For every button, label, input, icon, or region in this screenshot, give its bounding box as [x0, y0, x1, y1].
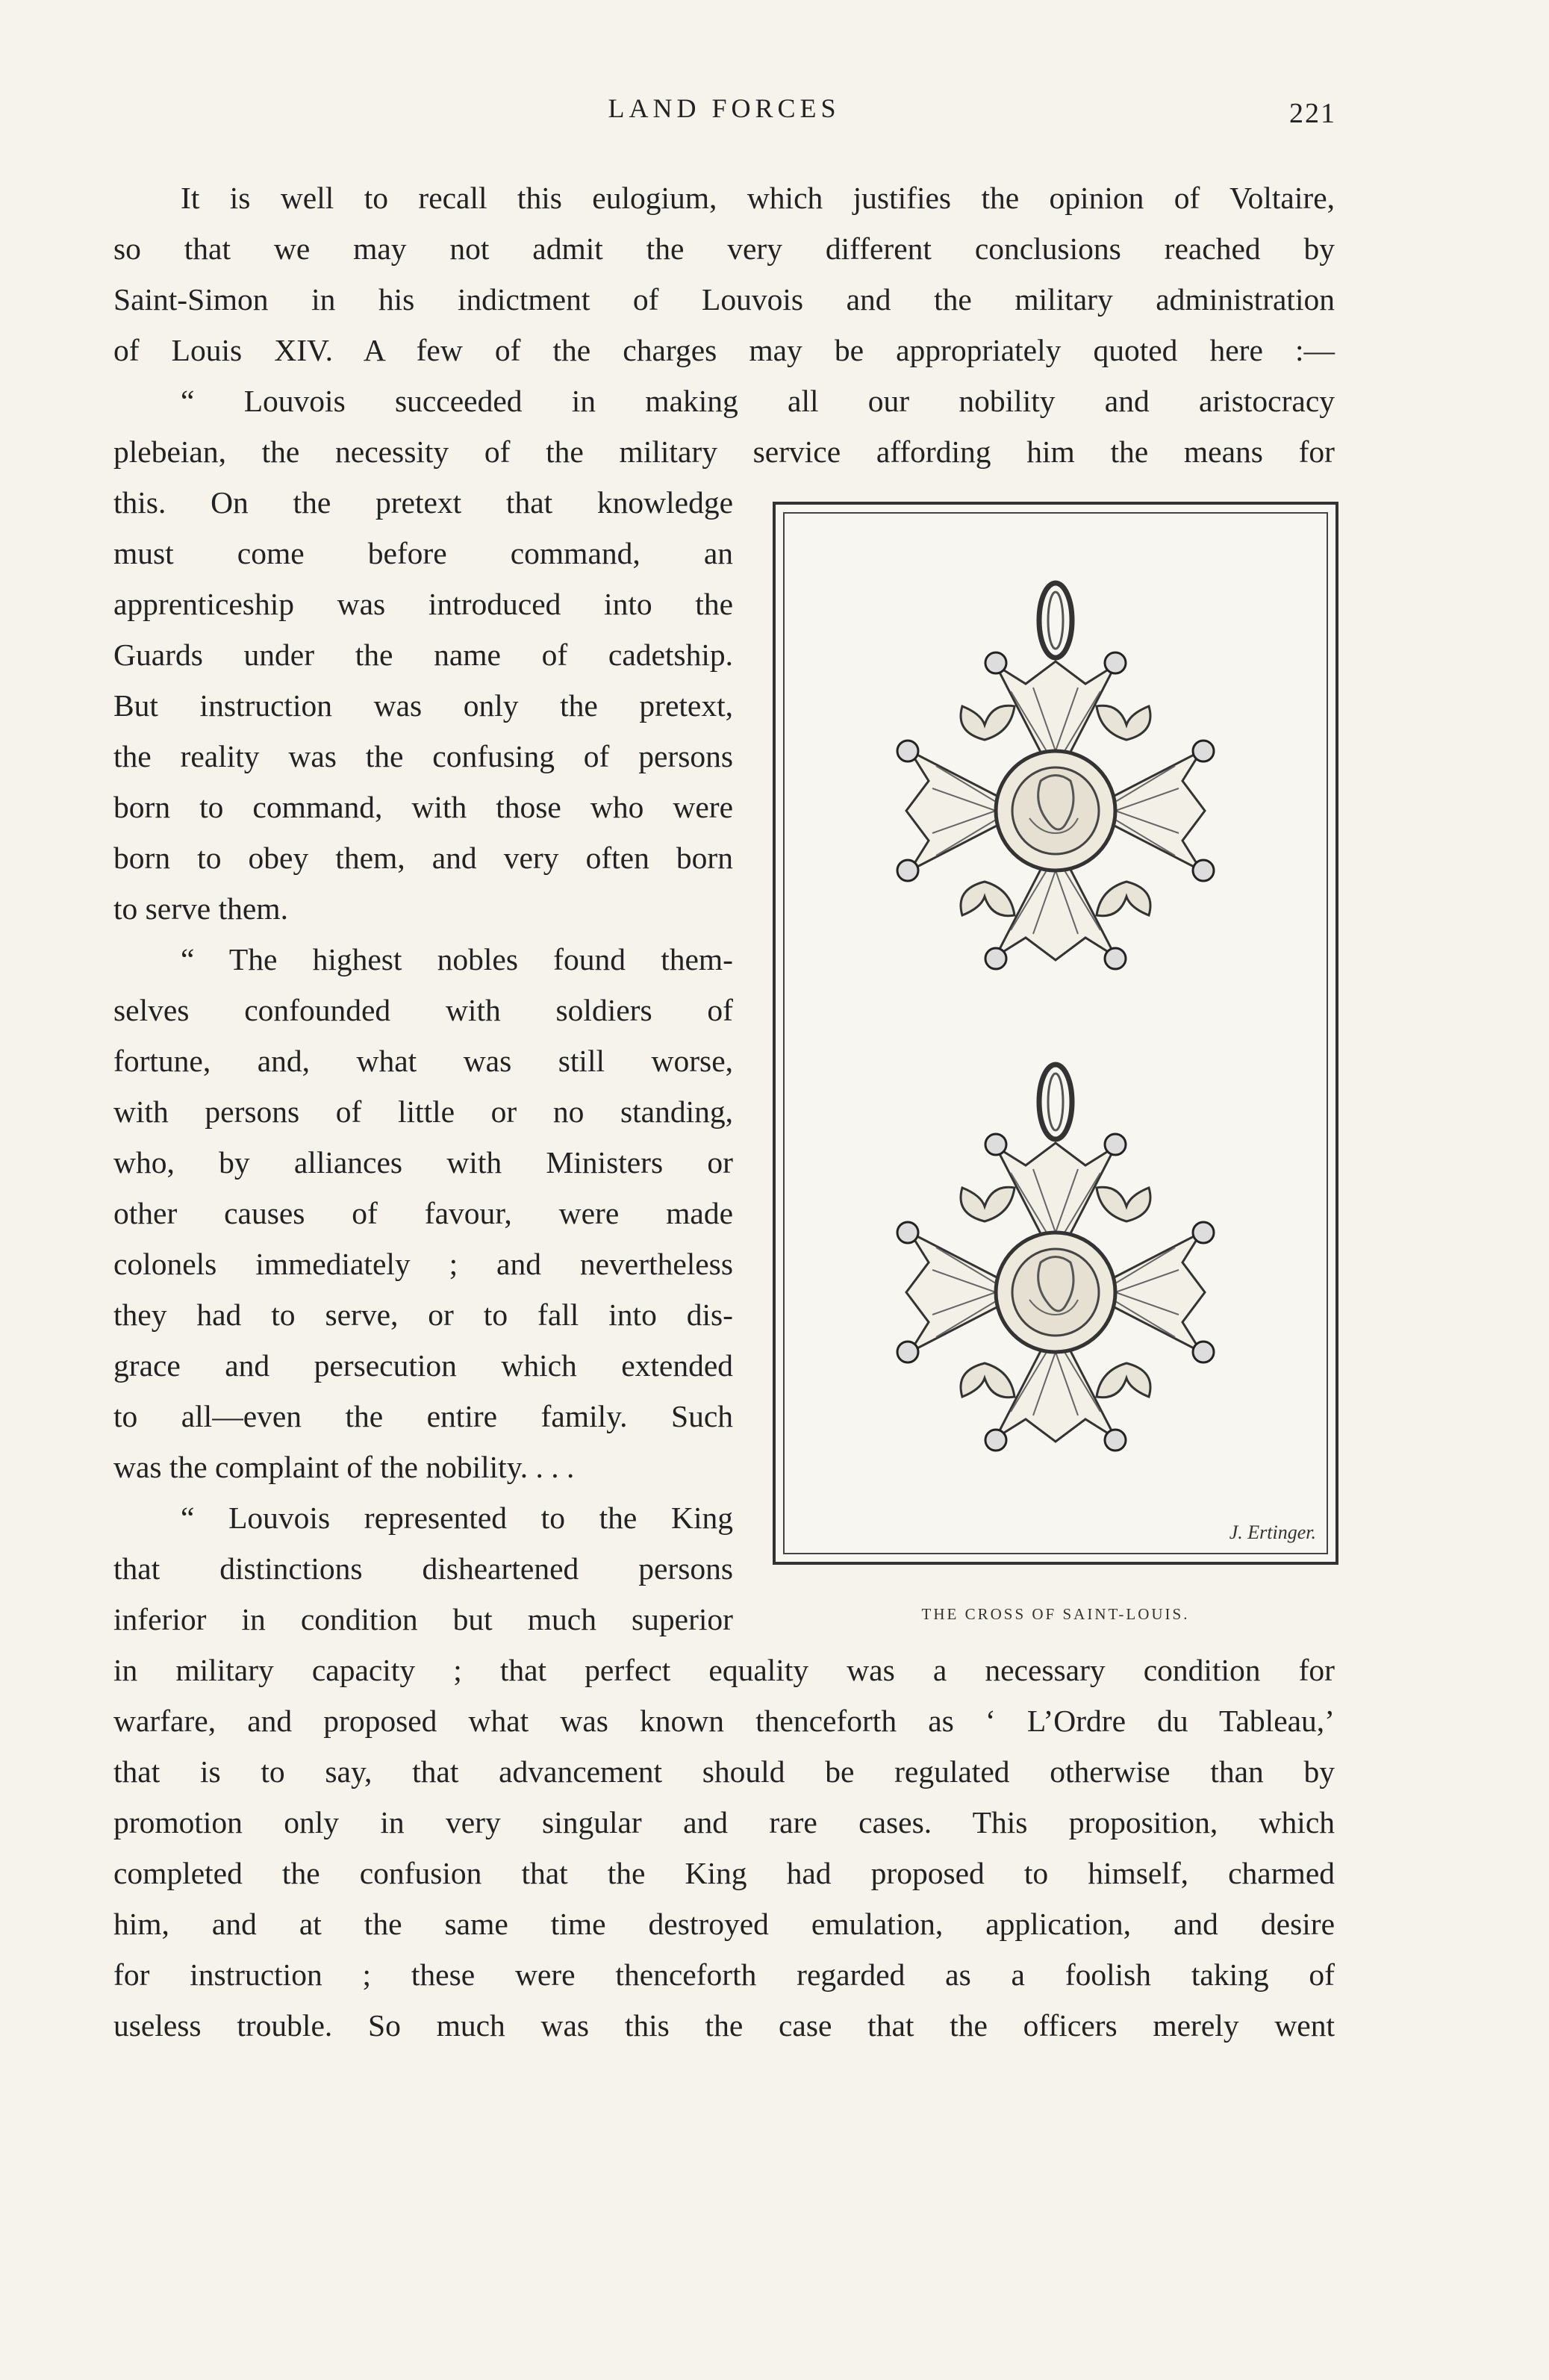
text-line: for instruction ; these were thenceforth regarded as a foolish taking of [113, 1957, 1335, 1992]
cross-obverse [897, 583, 1214, 969]
text-line: born to obey them, and very often born [113, 841, 733, 875]
figure-caption: THE CROSS OF SAINT-LOUIS. [921, 1605, 1190, 1623]
text-line: “ The highest nobles found them- [181, 942, 733, 976]
text-line: other causes of favour, were made [113, 1196, 733, 1230]
text-line: colonels immediately ; and nevertheless [113, 1247, 733, 1281]
text-line: that is to say, that advancement should be regulated otherwise than by [113, 1754, 1335, 1789]
text-line: It is well to recall this eulogium, which justifies the opinion of Voltaire, [181, 181, 1335, 215]
text-line: they had to serve, or to fall into dis- [113, 1298, 733, 1332]
text-line: inferior in condition but much superior [113, 1602, 733, 1636]
text-line: to serve them. [113, 891, 288, 926]
page-number: 221 [1289, 98, 1336, 129]
cross-of-saint-louis-illustration [776, 505, 1335, 1562]
text-line: born to command, with those who were [113, 790, 733, 824]
text-line: Guards under the name of cadetship. [113, 638, 733, 672]
page-header [112, 88, 1336, 133]
text-line: plebeian, the necessity of the military service affording him the means for [113, 434, 1335, 469]
text-line: to all—even the entire family. Such [113, 1399, 733, 1433]
text-line: with persons of little or no standing, [113, 1094, 733, 1129]
text-line: so that we may not admit the very different conclusions reached by [113, 231, 1335, 266]
illustration-frame [773, 502, 1338, 1565]
text-line: the reality was the confusing of persons [113, 739, 733, 773]
text-line: completed the confusion that the King had proposed to himself, charmed [113, 1856, 1335, 1890]
text-line: this. On the pretext that knowledge [113, 485, 733, 520]
engraver-signature: J. Ertinger. [1229, 1521, 1316, 1543]
text-line: Saint-Simon in his indictment of Louvois and the military administration [113, 282, 1335, 317]
text-line: was the complaint of the nobility. . . . [113, 1450, 575, 1484]
text-line: him, and at the same time destroyed emulation, application, and desire [113, 1907, 1335, 1941]
text-line: apprenticeship was introduced into the [113, 587, 733, 621]
text-line: who, by alliances with Ministers or [113, 1145, 733, 1180]
text-line: warfare, and proposed what was known thenceforth as ‘ L’Ordre du Tableau,’ [113, 1704, 1335, 1738]
cross-reverse [897, 1065, 1214, 1451]
text-line: useless trouble. So much was this the case that the officers merely went [113, 2008, 1335, 2043]
text-line: that distinctions disheartened persons [113, 1551, 733, 1586]
text-line: But instruction was only the pretext, [113, 688, 733, 723]
text-line: fortune, and, what was still worse, [113, 1044, 733, 1078]
text-line: must come before command, an [113, 536, 733, 570]
running-title: LAND FORCES [608, 93, 841, 123]
text-line: grace and persecution which extended [113, 1348, 733, 1383]
text-line: selves confounded with soldiers of [113, 993, 733, 1027]
text-line: in military capacity ; that perfect equality was a necessary condition for [113, 1653, 1335, 1687]
text-line: “ Louvois represented to the King [181, 1501, 733, 1535]
text-line: of Louis XIV. A few of the charges may be appropriately quoted here :— [113, 333, 1335, 367]
text-line: promotion only in very singular and rare cases. This proposition, which [113, 1805, 1335, 1839]
text-line: “ Louvois succeeded in making all our nobility and aristocracy [181, 384, 1335, 418]
